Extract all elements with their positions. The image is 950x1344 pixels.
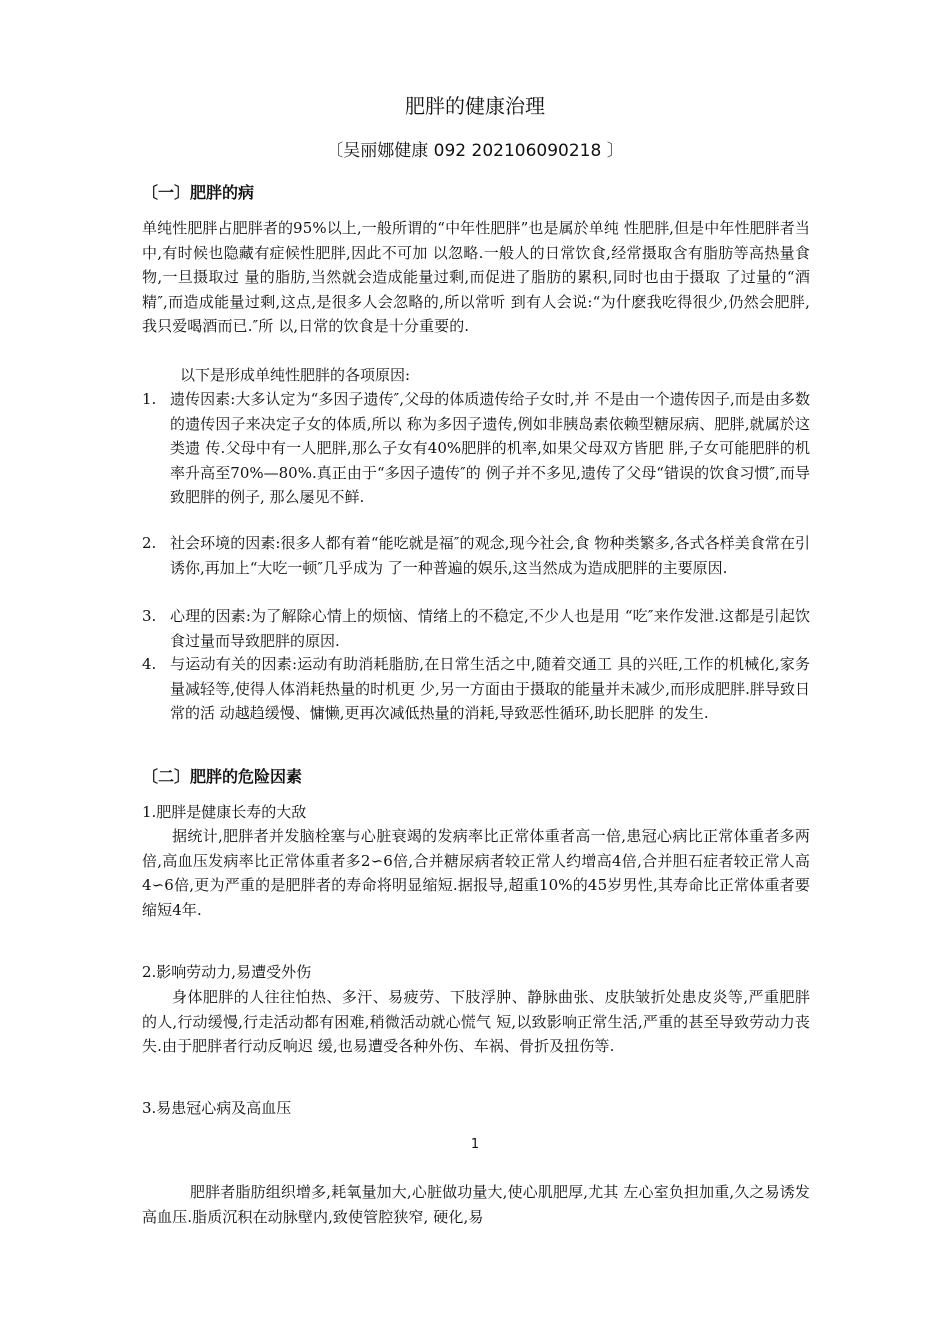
list-item-text: 社会环境的因素:很多人都有着“能吃就是福″的观念,现今社会,食 物种类繁多,各式各样美食常在引诱你,再加上“大吃一顿″几乎成为 了一种普遍的娱乐,这当然成为造成肥胖的主要原因. (170, 534, 810, 577)
list-item-number: 4. (142, 655, 157, 673)
page-title: 肥胖的健康治理 (405, 94, 545, 118)
subsection-title-2: 2.影响劳动力,易遭受外伤 (142, 963, 312, 981)
list-item-number: 3. (142, 607, 157, 625)
section1-intro: 以下是形成单纯性肥胖的各项原因: (180, 366, 411, 384)
list-item (142, 604, 810, 653)
list-item-number: 2. (142, 534, 157, 552)
subsection-text-1: 据统计,肥胖者并发脑栓塞与心脏衰竭的发病率比正常体重者高一倍,患冠心病比正常体重者多两倍,高血压发病率比正常体重者多2∽6倍,合并糖尿病者较正常人约增高4倍,合并胆石症者较正常人高4∽6倍,更为严重的是肥胖者的寿命将明显缩短.据报导,超重10%的45岁男性,其寿命比正常体重者要 缩短4年. (142, 827, 810, 919)
section1-paragraph: 单纯性肥胖占肥胖者的95%以上,一般所谓的“中年性肥胖”也是属於单纯 性肥胖,但是中年性肥胖者当中,有时候也隐藏有症候性肥胖,因此不可加 以忽略.一般人的日常饮食,经常摄取含有脂肪等高热量食物,一旦摄取过 量的脂肪,当然就会造成能量过剩,而促进了脂肪的累积,同时也由于摄取 了过量的“酒精″,而造成能量过剩,这点,是很多人会忽略的,所以常听 到有人会说:“为什麽我吃得很少,仍然会肥胖,我只爱喝酒而已.″所 以,日常的饮食是十分重要的. (142, 219, 810, 335)
list-item-text: 遗传因素:大多认定为“多因子遗传″,父母的体质遗传给子女时,并 不是由一个遗传因子,而是由多数的遗传因子来决定子女的体质,所以 称为多因子遗传,例如非胰岛素依赖型糖尿病、肥胖,就属於这类遗 传.父母中有一人肥胖,那么子女有40%肥胖的机率,如果父母双方皆肥 胖,子女可能肥胖的机率升高至70%—80%.真正由于“多因子遗传″的 例子并不多见,遗传了父母“错误的饮食习惯″,而导致肥胖的例子, 那么屡见不鲜. (170, 390, 810, 506)
list-item-text: 与运动有关的因素:运动有助消耗脂肪,在日常生活之中,随着交通工 具的兴旺,工作的机械化,家务量减轻等,使得人体消耗热量的时机更 少,另一方面由于摄取的能量并未减少,而形成肥胖.胖导致日常的活 动越趋缓慢、慵懒,更再次减低热量的消耗,导致恶性循环,助长肥胖 的发生. (170, 655, 810, 722)
page-number: 1 (470, 1137, 480, 1152)
section-heading-2: 〔二〕肥胖的危险因素 (142, 767, 303, 786)
author-line: 〔吴丽娜健康 092 202106090218 〕 (326, 141, 624, 161)
section-heading-1: 〔一〕肥胖的病 (142, 183, 255, 202)
list-item-text: 心理的因素:为了解除心情上的烦恼、情绪上的不稳定,不少人也是用 “吃″来作发泄.这都是引起饮食过量而导致肥胖的原因. (170, 607, 810, 650)
subsection-title-1: 1.肥胖是健康长寿的大敌 (142, 803, 307, 821)
list-item-number: 1. (142, 390, 157, 408)
subsection-text-3: 肥胖者脂肪组织增多,耗氧量加大,心脏做功量大,使心肌肥厚,尤其 左心室负担加重,久之易诱发高血压.脂质沉积在动脉壁内,致使管腔狭窄, 硬化,易 (142, 1183, 810, 1226)
subsection-text-2: 身体肥胖的人往往怕热、多汗、易疲劳、下肢浮肿、静脉曲张、皮肤皱折处患皮炎等,严重肥胖的人,行动缓慢,行走活动都有困难,稍微活动就心慌气 短,以致影响正常生活,严重的甚至导致劳动力丧失.由于肥胖者行动反响迟 缓,也易遭受各种外伤、车祸、骨折及扭伤等. (142, 988, 810, 1055)
list-item (142, 387, 810, 510)
subsection-title-3: 3.易患冠心病及高血压 (142, 1099, 292, 1117)
list-item (142, 531, 810, 580)
list-item (142, 652, 810, 726)
